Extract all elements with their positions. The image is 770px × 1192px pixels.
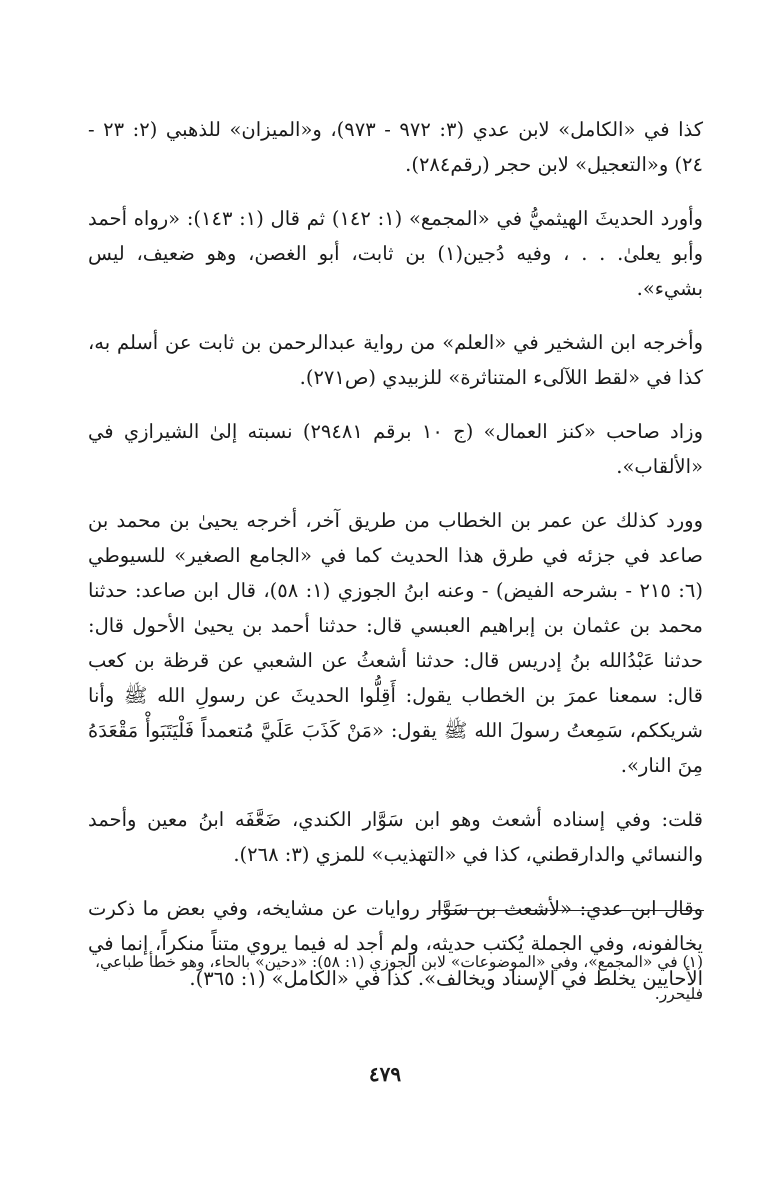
paragraph-5: وورد كذلك عن عمر بن الخطاب من طريق آخر، أخرجه يحيىٰ بن محمد بن صاعد في جزئه في طرق هذا الحديث كما في «الجامع الصغير» للسيوطي (٦: ٢١٥ - بشرحه الفيض) - وعنه ابنُ الجوزي (١: ٥٨)، قال ابن صاعد: حدثنا محمد بن عثمان بن إبراهيم العبسي قال: حدثنا أحمد بن يحيىٰ الأحول قال: حدثنا عَبْدُالله بنُ إدريس قال: حدثنا أشعثُ عن الشعبي عن قرظة بن كعب قال: سمعنا عمرَ بن الخطاب يقول: أَقِلُّوا الحديثَ عن رسولِ الله ﷺ وأنا شريككم، سَمِعتُ رسولَ الله ﷺ يقول: «مَنْ كَذَبَ عَلَيَّ مُتعمداً فَلْيَتَبَوأْ مَقْعَدَهُ مِنَ النار». — [88, 509, 703, 777]
paragraph-2: وأورد الحديثَ الهيثميُّ في «المجمع» (١: ١٤٢) ثم قال (١: ١٤٣): «رواه أحمد وأبو يعلىٰ. . . ، وفيه دُجين(١) بن ثابت، أبو الغصن، وهو ضعيف، ليس بشيء». — [88, 207, 703, 300]
paragraph-4: وزاد صاحب «كنز العمال» (ج ١٠ برقم ٢٩٤٨١) نسبته إلىٰ الشيرازي في «الألقاب». — [88, 420, 703, 478]
footnote-divider — [432, 910, 704, 911]
main-text — [88, 112, 703, 996]
paragraph-3: وأخرجه ابن الشخير في «العلم» من رواية عبدالرحمن بن ثابت عن أسلم به، كذا في «لقط اللآلىء المتناثرة» للزبيدي (ص٢٧١). — [88, 331, 703, 389]
paragraph-6: قلت: وفي إسناده أشعث وهو ابن سَوَّار الكندي، ضَعَّفَه ابنُ معين وأحمد والنسائي والدارقطني، كذا في «التهذيب» للمزي (٣: ٢٦٨). — [88, 808, 703, 866]
paragraph-7: وقال ابن عدي: «لأشعث بن سَوَّار روايات عن مشايخه، وفي بعض ما ذكرت يخالفونه، وفي الجملة يُكتب حديثه، ولم أجد له فيما يروي متناً منكراً، إنما في الأحايين يخلط في الإسناد ويخالف». كذا في «الكامل» (١: ٣٦٥). — [88, 897, 703, 990]
paragraph-1: كذا في «الكامل» لابن عدي (٣: ٩٧٢ - ٩٧٣)، و«الميزان» للذهبي (٢: ٢٣ - ٢٤) و«التعجيل» لابن حجر (رقم٢٨٤). — [88, 118, 704, 176]
footnote: (١) في «المجمع»، وفي «الموضوعات» لابن الجوزي (١: ٥٨): «دحين» بالحاء، وهو خطأ طباعي، فليحرر. — [95, 953, 703, 1003]
page-number: ٤٧٩ — [368, 1062, 402, 1086]
